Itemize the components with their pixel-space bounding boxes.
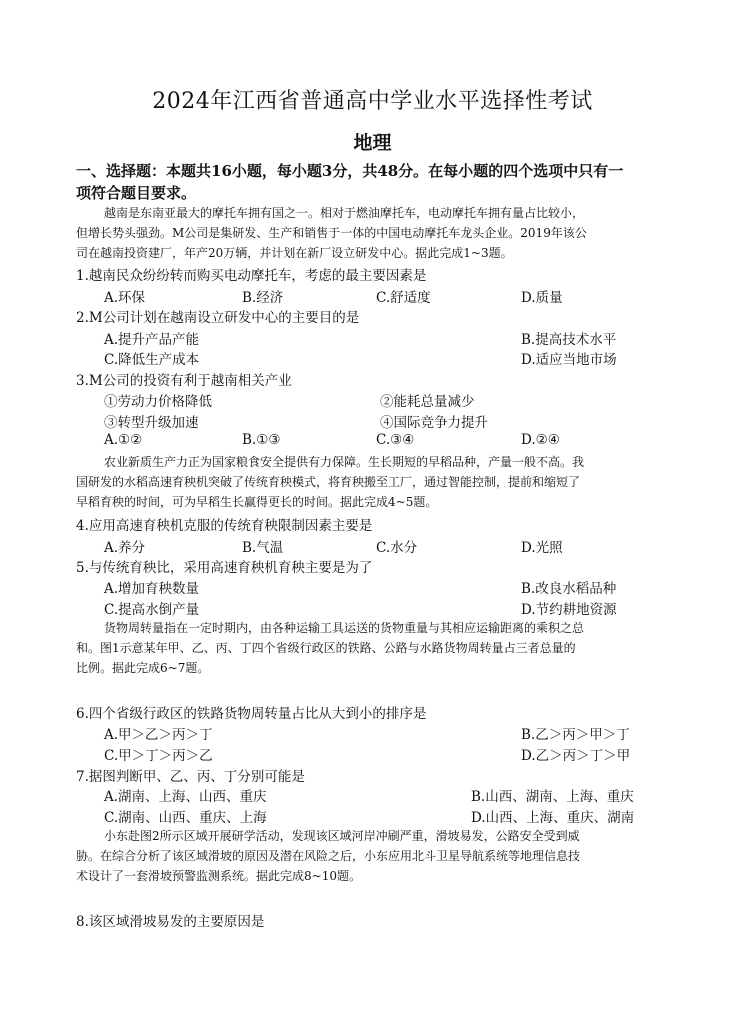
q5-option-b: B.改良水稻品种 (521, 581, 617, 597)
q1-stem: 1.越南民众纷纷转而购买电动摩托车，考虑的最主要因素是 (76, 268, 427, 284)
q4-stem: 4.应用高速育秧机克服的传统育秧限制因素主要是 (76, 518, 373, 534)
q3-statement-4: ④国际竞争力提升 (380, 415, 488, 431)
q6-option-c: C.甲＞丁＞丙＞乙 (104, 748, 213, 764)
q4-option-c: C.水分 (376, 540, 418, 556)
q7-option-d: D.山西、上海、重庆、湖南 (471, 810, 635, 826)
q4-option-d: D.光照 (521, 540, 563, 556)
passage2-line2: 国研发的水稻高速育秧机突破了传统育秧模式，将育秧搬至工厂，通过智能控制，提前和缩短了 (76, 475, 581, 489)
q6-option-b: B.乙＞丙＞甲＞丁 (521, 727, 630, 743)
q7-option-a: A.湖南、上海、山西、重庆 (104, 789, 267, 805)
q7-option-c: C.湖南、山西、重庆、上海 (104, 810, 267, 826)
q6-option-d: D.乙＞丙＞丁＞甲 (521, 748, 631, 764)
passage3-line1: 货物周转量指在一定时期内，由各种运输工具运送的货物重量与其相应运输距离的乘积之总 (104, 621, 585, 635)
q5-option-a: A.增加育秧数量 (104, 581, 200, 597)
passage2-line1: 农业新质生产力正为国家粮食安全提供有力保障。生长期短的早稻品种，产量一般不高。我 (104, 455, 585, 469)
q8-stem: 8.该区域滑坡易发的主要原因是 (76, 914, 265, 930)
q2-option-c: C.降低生产成本 (104, 352, 200, 368)
q3-option-c: C.③④ (376, 432, 415, 448)
q3-statement-3: ③转型升级加速 (104, 415, 199, 431)
passage1-line3: 司在越南投资建厂，年产20万辆，并计划在新厂设立研发中心。据此完成1~3题。 (76, 246, 513, 260)
section-heading-line2: 项符合题目要求。 (76, 184, 197, 202)
passage1-line1: 越南是东南亚最大的摩托车拥有国之一。相对于燃油摩托车，电动摩托车拥有量占比较小， (104, 206, 585, 220)
q7-stem: 7.据图判断甲、乙、丙、丁分别可能是 (76, 769, 305, 785)
passage4-line3: 术设计了一套滑坡预警监测系统。据此完成8~10题。 (76, 869, 361, 883)
q1-option-c: C.舒适度 (376, 290, 431, 306)
q2-option-d: D.适应当地市场 (521, 352, 617, 368)
q6-stem: 6.四个省级行政区的铁路货物周转量占比从大到小的排序是 (76, 706, 427, 722)
passage4-line2: 胁。在综合分析了该区域滑坡的原因及潜在风险之后，小东应用北斗卫星导航系统等地理信息技 (76, 849, 581, 863)
q3-statement-1: ①劳动力价格降低 (104, 394, 212, 410)
q3-option-d: D.②④ (521, 432, 560, 448)
passage3-line3: 比例。据此完成6~7题。 (76, 661, 210, 675)
q1-option-b: B.经济 (242, 290, 284, 306)
q3-stem: 3.M公司的投资有利于越南相关产业 (76, 373, 292, 389)
q5-option-d: D.节约耕地资源 (521, 602, 617, 618)
passage1-line2: 但增长势头强劲。M公司是集研发、生产和销售于一体的中国电动摩托车龙头企业。2019年该公 (76, 226, 587, 240)
q2-option-a: A.提升产品产能 (104, 332, 200, 348)
q2-stem: 2.M公司计划在越南设立研发中心的主要目的是 (76, 310, 360, 326)
exam-title: 2024年江西省普通高中学业水平选择性考试 (152, 89, 593, 114)
q4-option-b: B.气温 (242, 540, 284, 556)
subject-title: 地理 (353, 132, 392, 154)
q1-option-d: D.质量 (521, 290, 563, 306)
q6-option-a: A.甲＞乙＞丙＞丁 (104, 727, 213, 743)
passage3-line2: 和。图1示意某年甲、乙、丙、丁四个省级行政区的铁路、公路与水路货物周转量占三者总量的 (76, 641, 576, 655)
section-heading-line1: 一、选择题：本题共16小题，每小题3分，共48分。在每小题的四个选项中只有一 (76, 162, 624, 180)
q3-option-a: A.①② (104, 432, 143, 448)
q5-option-c: C.提高水倒产量 (104, 602, 200, 618)
q3-statement-2: ②能耗总量减少 (380, 394, 475, 410)
q3-option-b: B.①③ (242, 432, 281, 448)
q2-option-b: B.提高技术水平 (521, 332, 617, 348)
passage2-line3: 早稻育秧的时间，可为早稻生长赢得更长的时间。据此完成4~5题。 (76, 495, 438, 509)
q4-option-a: A.养分 (104, 540, 146, 556)
q1-option-a: A.环保 (104, 290, 146, 306)
passage4-line1: 小东赴图2所示区域开展研学活动，发现该区域河岸冲刷严重，滑坡易发，公路安全受到威 (104, 829, 580, 843)
q5-stem: 5.与传统育秧比，采用高速育秧机育秧主要是为了 (76, 560, 373, 576)
q7-option-b: B.山西、湖南、上海、重庆 (471, 789, 634, 805)
